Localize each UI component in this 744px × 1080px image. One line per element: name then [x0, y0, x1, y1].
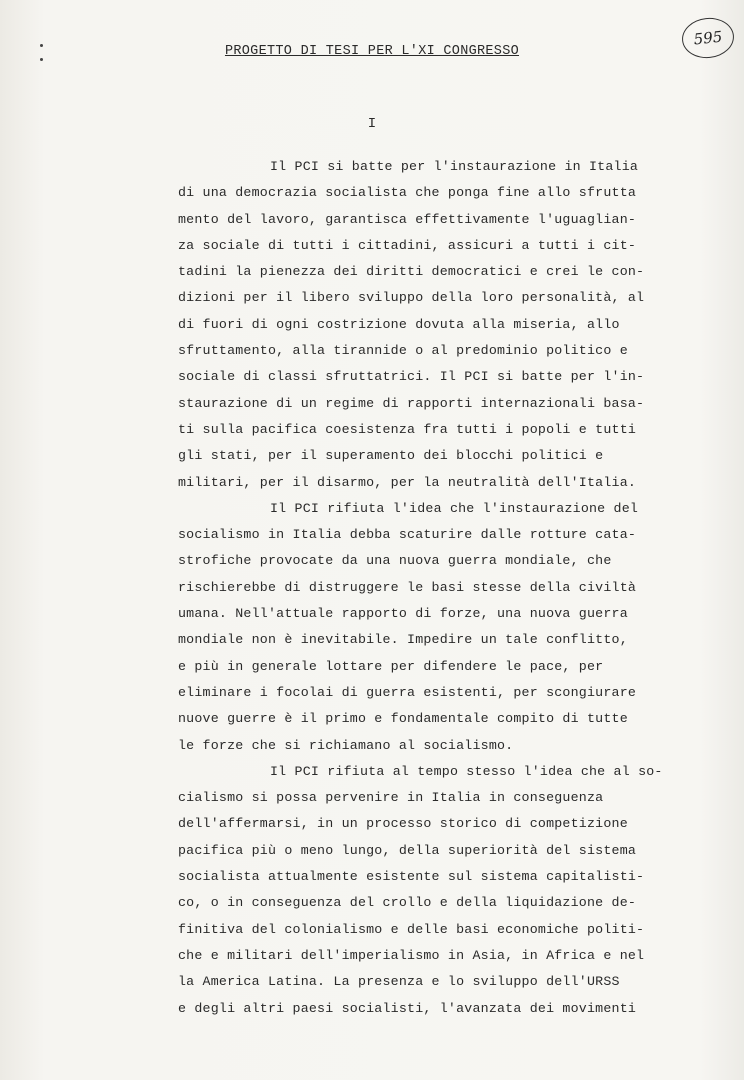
- text-line: socialista attualmente esistente sul sistema capitalisti-: [178, 869, 645, 885]
- section-number: I: [367, 116, 377, 132]
- text-line: socialismo in Italia debba scaturire dalle rotture cata-: [178, 527, 637, 543]
- text-line: strofiche provocate da una nuova guerra mondiale, che: [178, 553, 612, 569]
- text-line: dizioni per il libero sviluppo della loro personalità, al: [178, 290, 645, 306]
- text-line: sociale di classi sfruttatrici. Il PCI si batte per l'in-: [178, 369, 645, 385]
- text-line: cialismo si possa pervenire in Italia in conseguenza: [178, 790, 604, 806]
- text-line: di fuori di ogni costrizione dovuta alla miseria, allo: [178, 316, 620, 332]
- text-line: co, o in conseguenza del crollo e della liquidazione de-: [178, 895, 637, 911]
- text-line: tadini la pienezza dei diritti democratici e crei le con-: [178, 264, 645, 280]
- text-line: finitiva del colonialismo e delle basi economiche politi-: [178, 921, 645, 937]
- text-line: e degli altri paesi socialisti, l'avanzata dei movimenti: [178, 1000, 637, 1016]
- text-line: rischierebbe di distruggere le basi stesse della civiltà: [178, 579, 637, 595]
- text-line: Il PCI rifiuta l'idea che l'instaurazione del: [270, 500, 639, 516]
- text-line: gli stati, per il superamento dei blocchi politici e: [178, 448, 604, 464]
- text-line: la America Latina. La presenza e lo sviluppo dell'URSS: [178, 974, 620, 990]
- text-line: militari, per il disarmo, per la neutralità dell'Italia.: [178, 474, 637, 490]
- text-line: mento del lavoro, garantisca effettivamente l'uguaglian-: [178, 211, 637, 227]
- text-line: Il PCI rifiuta al tempo stesso l'idea che al so-: [270, 763, 663, 779]
- document-body: [178, 154, 718, 1022]
- text-line: che e militari dell'imperialismo in Asia, in Africa e nel: [178, 947, 645, 963]
- text-line: sfruttamento, alla tirannide o al predominio politico e: [178, 343, 628, 359]
- text-line: Il PCI si batte per l'instaurazione in Italia: [270, 159, 639, 174]
- text-line: ti sulla pacifica coesistenza fra tutti i popoli e tutti: [178, 421, 637, 437]
- page-number-stamp: 595: [680, 15, 736, 60]
- text-line: umana. Nell'attuale rapporto di forze, una nuova guerra: [178, 606, 628, 622]
- text-line: di una democrazia socialista che ponga fine allo sfrutta: [178, 185, 637, 201]
- text-line: le forze che si richiamano al socialismo.: [178, 737, 514, 753]
- text-line: mondiale non è inevitabile. Impedire un tale conflitto,: [178, 632, 628, 648]
- text-line: dell'affermarsi, in un processo storico di competizione: [178, 816, 628, 832]
- text-line: pacifica più o meno lungo, della superiorità del sistema: [178, 842, 637, 858]
- document-title: PROGETTO DI TESI PER L'XI CONGRESSO: [224, 44, 520, 59]
- text-line: nuove guerre è il primo e fondamentale compito di tutte: [178, 711, 628, 727]
- text-line: staurazione di un regime di rapporti internazionali basa-: [178, 395, 645, 411]
- text-line: eliminare i focolai di guerra esistenti, per scongiurare: [178, 684, 637, 700]
- text-line: za sociale di tutti i cittadini, assicuri a tutti i cit-: [178, 237, 637, 253]
- text-line: e più in generale lottare per difendere le pace, per: [178, 658, 604, 674]
